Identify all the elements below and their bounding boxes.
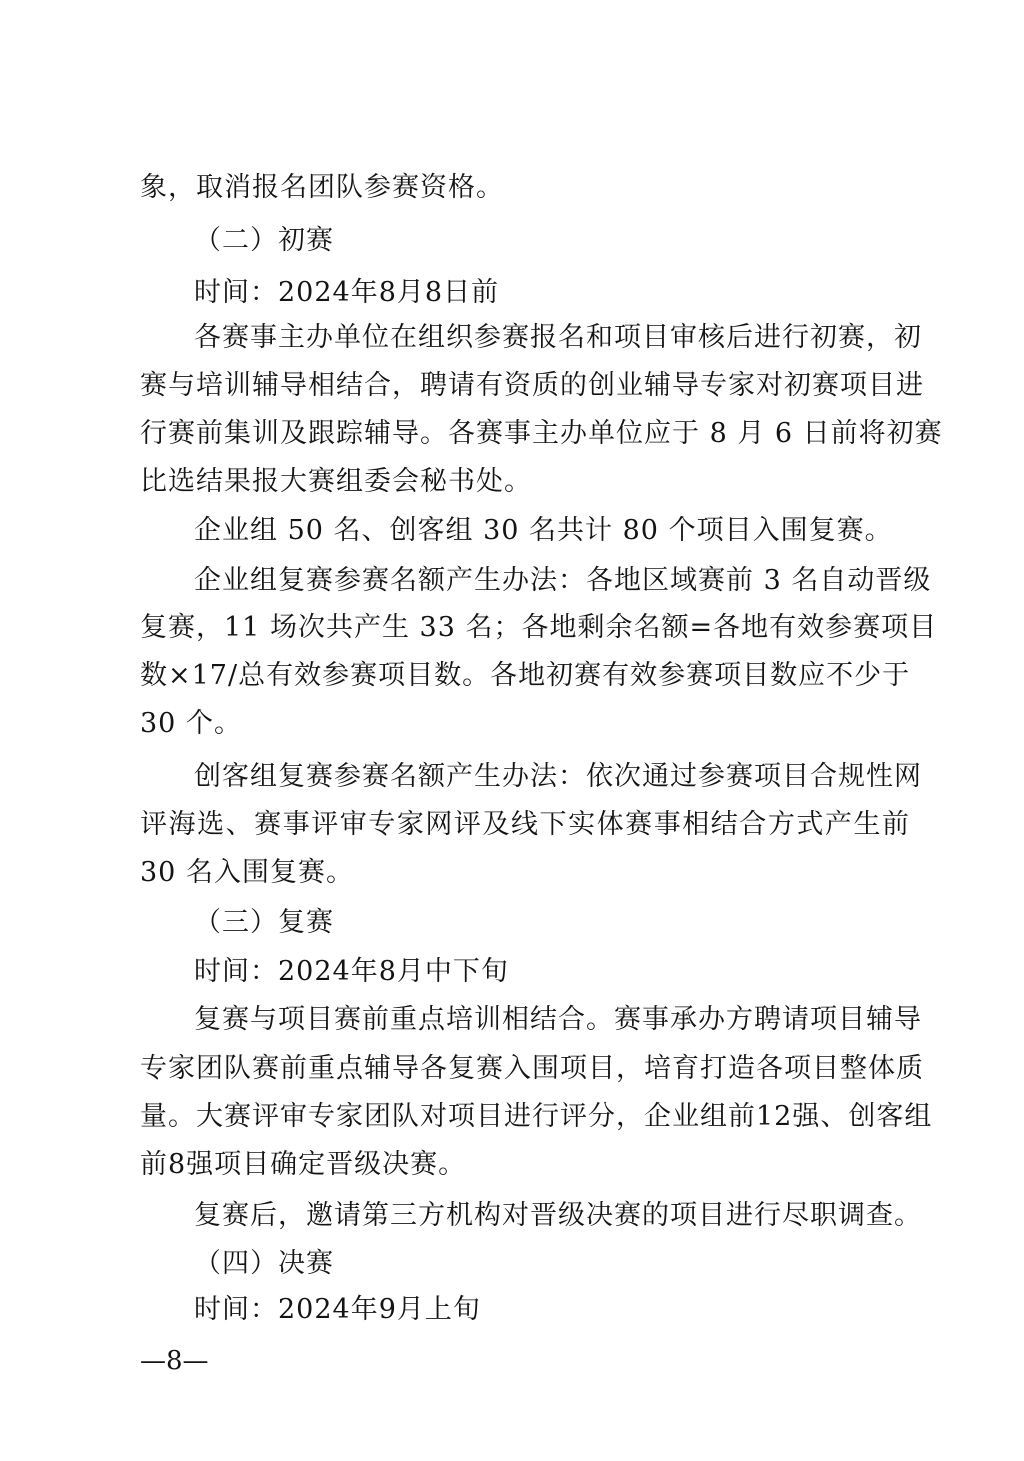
semifinal-paragraph-line-3: 量。大赛评审专家团队对项目进行评分，企业组前12强、创客组 [140, 1101, 933, 1132]
preliminary-paragraph-line-3: 行赛前集训及跟踪辅导。各赛事主办单位应于 8 月 6 日前将初赛 [140, 418, 943, 449]
due-diligence-paragraph: 复赛后，邀请第三方机构对晋级决赛的项目进行尽职调查。 [194, 1200, 922, 1231]
section-heading-preliminary: （二）初赛 [194, 225, 334, 256]
preliminary-time: 时间：2024年8月8日前 [194, 277, 500, 308]
final-time: 时间：2024年9月上旬 [194, 1294, 481, 1325]
preliminary-paragraph-line-2: 赛与培训辅导相结合，聘请有资质的创业辅导专家对初赛项目进 [140, 370, 924, 401]
section-heading-final: （四）决赛 [194, 1248, 334, 1279]
section-heading-semifinal: （三）复赛 [194, 907, 334, 938]
enterprise-quota-line-4: 30 个。 [140, 708, 242, 739]
maker-quota-line-2: 评海选、赛事评审专家网评及线下实体赛事相结合方式产生前 [140, 809, 910, 840]
maker-quota-line-1: 创客组复赛参赛名额产生办法：依次通过参赛项目合规性网 [194, 761, 922, 792]
paragraph-continuation: 象，取消报名团队参赛资格。 [140, 172, 504, 203]
enterprise-quota-line-2: 复赛，11 场次共产生 33 名；各地剩余名额=各地有效参赛项目 [140, 612, 938, 643]
enterprise-quota-line-3: 数×17/总有效参赛项目数。各地初赛有效参赛项目数应不少于 [140, 660, 911, 691]
preliminary-paragraph-line-4: 比选结果报大赛组委会秘书处。 [140, 466, 532, 497]
semifinal-paragraph-line-4: 前8强项目确定晋级决赛。 [140, 1149, 467, 1180]
quota-summary: 企业组 50 名、创客组 30 名共计 80 个项目入围复赛。 [194, 515, 893, 546]
maker-quota-line-3: 30 名入围复赛。 [140, 857, 354, 888]
semifinal-paragraph-line-1: 复赛与项目赛前重点培训相结合。赛事承办方聘请项目辅导 [194, 1004, 922, 1035]
enterprise-quota-line-1: 企业组复赛参赛名额产生办法：各地区域赛前 3 名自动晋级 [194, 565, 932, 596]
page-number: —8— [140, 1346, 209, 1376]
semifinal-paragraph-line-2: 专家团队赛前重点辅导各复赛入围项目，培育打造各项目整体质 [140, 1053, 924, 1084]
semifinal-time: 时间：2024年8月中下旬 [194, 956, 509, 987]
preliminary-paragraph-line-1: 各赛事主办单位在组织参赛报名和项目审核后进行初赛，初 [194, 322, 922, 353]
